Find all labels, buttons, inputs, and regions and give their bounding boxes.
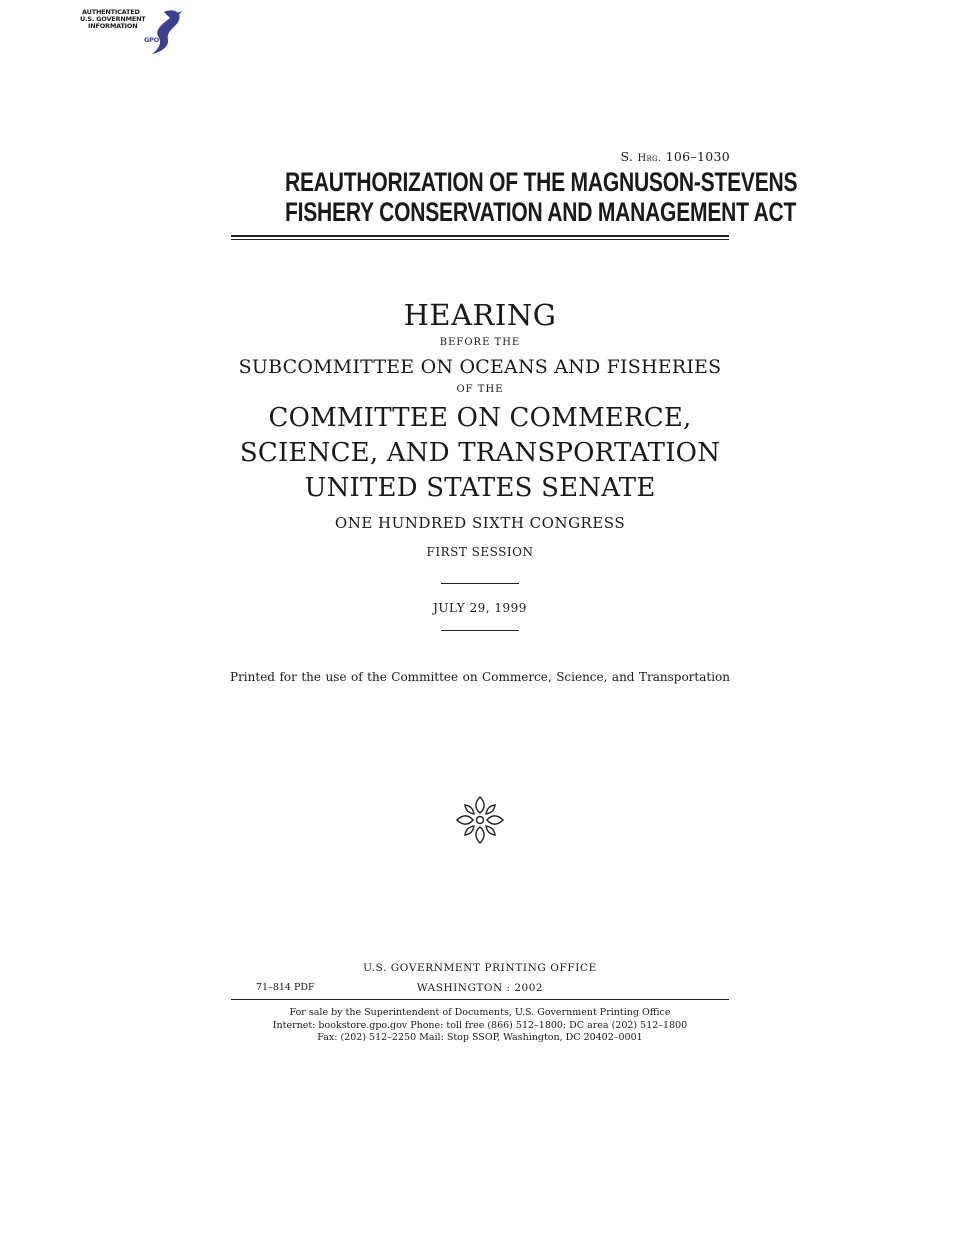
rule-above-date: [441, 583, 519, 584]
title-line-1: REAUTHORIZATION OF THE MAGNUSON-STEVENS: [285, 167, 798, 197]
title-rule-thin: [231, 239, 729, 240]
sale-info-line-1: For sale by the Superintendent of Documents, U.S. Government Printing Office: [289, 1007, 671, 1018]
hearing-heading: HEARING: [403, 298, 557, 332]
document-id: 71–814 PDF: [256, 982, 315, 993]
sale-info-line-3: Fax: (202) 512–2250 Mail: Stop SSOP, Washington, DC 20402–0001: [317, 1032, 643, 1043]
of-the-label: OF THE: [456, 384, 504, 395]
report-number-hrg: Hrg.: [637, 153, 662, 164]
printer-name: U.S. GOVERNMENT PRINTING OFFICE: [363, 962, 597, 974]
title-line-2: FISHERY CONSERVATION AND MANAGEMENT ACT: [285, 197, 797, 227]
report-number-prefix: S.: [620, 149, 638, 164]
seal-line-4: GPO: [144, 36, 160, 44]
title-rule-thick: [231, 235, 729, 237]
congress-label: ONE HUNDRED SIXTH CONGRESS: [334, 514, 626, 532]
gpo-authenticated-seal-icon: [78, 6, 188, 58]
before-the-label: BEFORE THE: [439, 337, 521, 348]
sale-info-line-2: Internet: bookstore.gpo.gov Phone: toll free (866) 512–1800; DC area (202) 512–1800: [272, 1020, 688, 1031]
ornament-icon: [455, 795, 505, 845]
seal-line-3: INFORMATION: [88, 22, 138, 30]
rule-below-date: [441, 630, 519, 631]
hearing-date: JULY 29, 1999: [433, 601, 527, 615]
seal-line-1: AUTHENTICATED: [82, 8, 140, 16]
session-label: FIRST SESSION: [426, 545, 534, 559]
report-number: [620, 149, 730, 164]
committee-line-1: COMMITTEE ON COMMERCE,: [268, 403, 692, 433]
seal-line-2: U.S. GOVERNMENT: [80, 15, 146, 23]
printed-for-statement: Printed for the use of the Committee on Commerce, Science, and Transportation: [230, 670, 730, 684]
committee-line-2: SCIENCE, AND TRANSPORTATION: [239, 438, 721, 468]
footer-rule: [231, 999, 729, 1000]
printer-place: WASHINGTON : 2002: [416, 982, 544, 994]
committee-line-3: UNITED STATES SENATE: [304, 473, 656, 503]
subcommittee-name: SUBCOMMITTEE ON OCEANS AND FISHERIES: [238, 356, 722, 378]
report-number-value: 106–1030: [661, 149, 730, 164]
